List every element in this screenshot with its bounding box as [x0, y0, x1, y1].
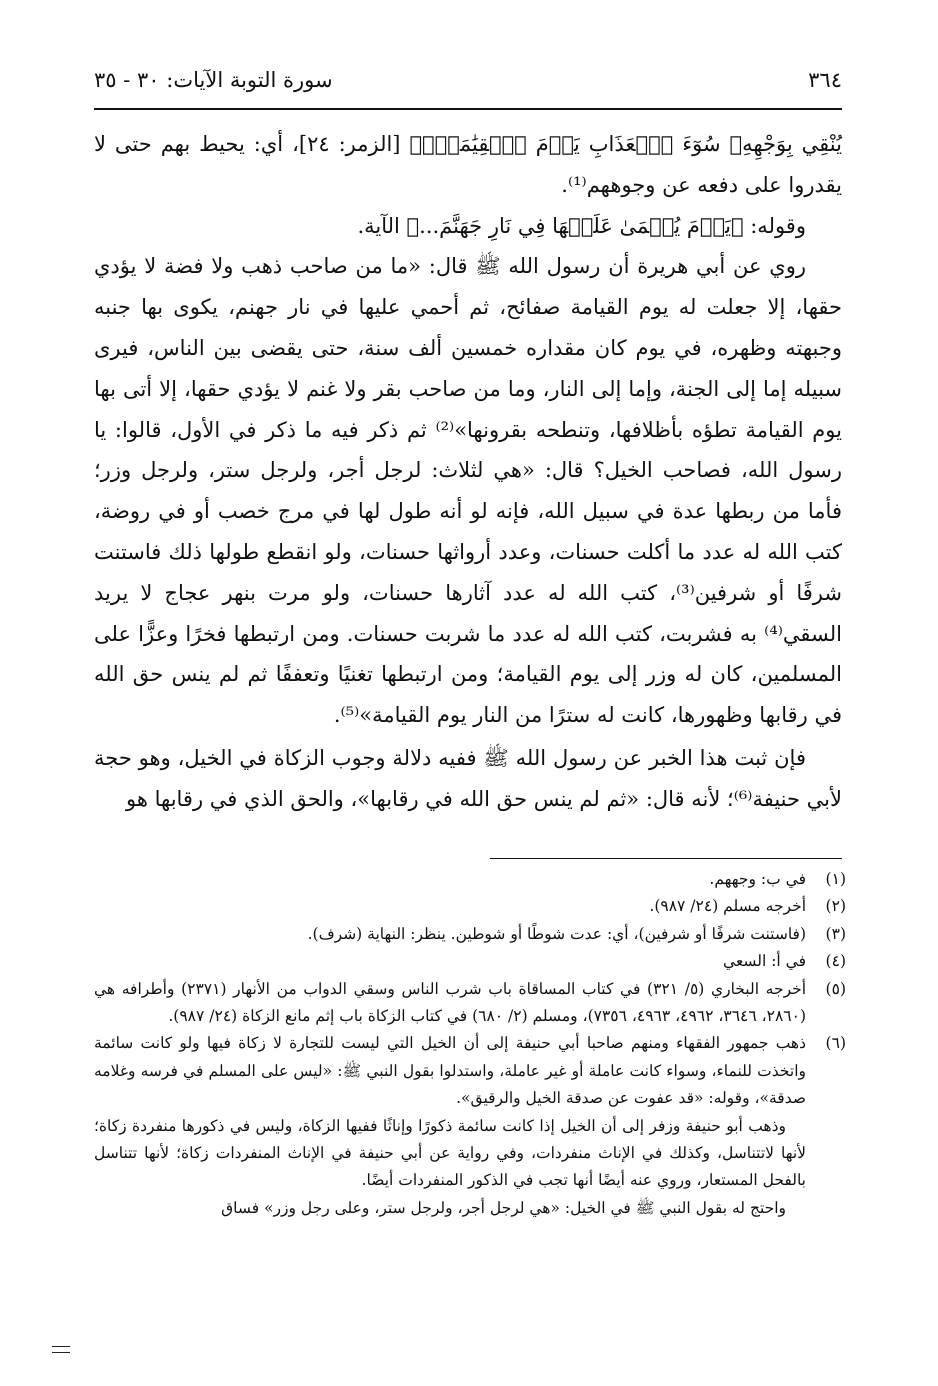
footnote-2 — [94, 893, 846, 920]
footnote-number: (١) — [825, 870, 846, 888]
footnote-1 — [94, 866, 846, 893]
footnote-number: (٣) — [825, 924, 846, 943]
footnote-text: (فاستنت شرفًا أو شرفين)، أي: عدت شوطًا أو شوطين. ينظر: النهاية (شرف). — [307, 924, 806, 943]
footnote-number: (٥) — [825, 979, 846, 998]
footnote-number: (٢) — [825, 897, 846, 916]
paragraph-4: فإن ثبت هذا الخبر عن رسول الله ﷺ ففيه دلالة وجوب الزكاة في الخيل، وهو حجة لأبي حنيفة⁽⁶⁾؛ لأنه قال: «ثم لم ينس حق الله في رقابها»، والحق الذي في رقابها هو — [94, 745, 842, 811]
footnote-text: في أ: السعي — [723, 952, 806, 971]
margin-mark — [52, 1346, 70, 1347]
header-rule — [94, 108, 842, 110]
running-title: سورة التوبة الآيات: ٣٠ - ٣٥ — [94, 68, 333, 92]
page-number: ٣٦٤ — [808, 68, 842, 92]
footnote-6-continuation: واحتج له بقول النبي ﷺ في الخيل: «هي لرجل أجر، ولرجل ستر، وعلى رجل وزر» فساق — [221, 1198, 786, 1217]
footnote-6-continuation: وذهب أبو حنيفة وزفر إلى أن الخيل إذا كانت سائمة ذكورًا وإناثًا ففيها الزكاة، وليس في ذكورها منفردة زكاة؛ لأنها لاتتناسل، وكذلك في الإناث منفردات، وفي رواية عن أبي حنيفة في الإناث المنفردات زكاة؛ لأنها تتناسل بالفحل المستعار، وروي عنه أيضًا أنها تجب في الذكور المنفردات أيضًا. — [94, 1116, 806, 1190]
footnote-separator — [490, 858, 842, 859]
footnote-5 — [94, 976, 846, 1031]
main-text — [94, 124, 842, 820]
footnote-4 — [94, 948, 846, 975]
footnote-text: ذهب جمهور الفقهاء ومنهم صاحبا أبي حنيفة إلى أن الخيل التي ليست للتجارة لا زكاة فيها ولو كانت سائمة واتخذت للنماء، وسواء كانت عاملة أو غير عاملة، واستدلوا بقول النبي ﷺ: «ليس على المسلم في فرسه وغلامه صدقة»، وقوله: «قد عفوت عن صدقة الخيل والرقيق». — [94, 1034, 806, 1108]
margin-mark — [52, 1352, 70, 1353]
footnote-text: في ب: وجههم. — [709, 870, 806, 888]
footnotes — [94, 866, 846, 1222]
footnote-3 — [94, 921, 846, 948]
page-header — [94, 68, 842, 102]
footnote-text: أخرجه البخاري (٥/ ٣٢١) في كتاب المساقاة باب شرب الناس وسقي الدواب من الأنهار (٢٣٧١) وأطرافه هي (٢٨٦٠، ٣٦٤٦، ٤٩٦٢، ٤٩٦٣، ٧٣٥٦)، ومسلم (٢/ ٦٨٠) في كتاب الزكاة باب إثم مانع الزكاة (٢٤/ ٩٨٧). — [94, 979, 807, 1026]
paragraph-3: روي عن أبي هريرة أن رسول الله ﷺ قال: «ما من صاحب ذهب ولا فضة لا يؤدي حقها، إلا جعلت له يوم القيامة صفائح، ثم أحمي عليها في نار جهنم، يكوى بها جنبه وجبهته وظهره، في يوم كان مقداره خمسين ألف سنة، حتى يقضى بين الناس، فيرى سبيله إما إلى الجنة، وإما إلى النار، وما من صاحب بقر ولا غنم لا يؤدي حقها، إلا أتى بها يوم القيامة تطؤه بأظلافها، وتنطحه بقرونها»⁽²⁾ ثم ذكر فيه ما ذكر في الأول، قالوا: يا رسول الله، فصاحب الخيل؟ قال: «هي لثلاث: لرجل أجر، ولرجل ستر، ولرجل وزر؛ فأما من ربطها عدة في سبيل الله، فإنه لو أنه طول لها في مرج خصب أو في روضة، كتب الله له عدد ما أكلت حسنات، وعدد أرواثها حسنات، ولو انقطع طولها ذلك فاستنت شرفًا أو شرفين⁽³⁾، كتب الله له عدد آثارها حسنات، ولو مرت بنهر عجاج لا يريد السقي⁽⁴⁾ به فشربت، كتب الله له عدد ما شربت حسنات. ومن ارتبطها فخرًا وعزًّا على المسلمين، كان له وزر إلى يوم القيامة؛ ومن ارتبطها تغنيًا وتعففًا ثم لم ينس حق الله في رقابها وظهورها، كانت له سترًا من النار يوم القيامة»⁽⁵⁾. — [94, 254, 843, 728]
footnote-text: أخرجه مسلم (٢٤/ ٩٨٧). — [649, 897, 806, 916]
paragraph-2: وقوله: ﴿يَوۡمَ يُحۡمَىٰ عَلَيۡهَا فِي نَارِ جَهَنَّمَ...﴾ الآية. — [357, 213, 806, 238]
footnote-number: (٤) — [825, 952, 846, 971]
footnote-number: (٦) — [825, 1034, 846, 1053]
paragraph-1: يُنْقِي بِوَجْهِهِۦ سُوٓءَ ٱلۡعَذَابِ يَوۡمَ ٱلۡقِيَٰمَةِۚ﴾ [الزمر: ٢٤]، أي: يحيط بهم حتى لا يقدروا على دفعه عن وجوههم⁽¹⁾. — [94, 132, 842, 197]
footnote-6 — [94, 1030, 846, 1112]
